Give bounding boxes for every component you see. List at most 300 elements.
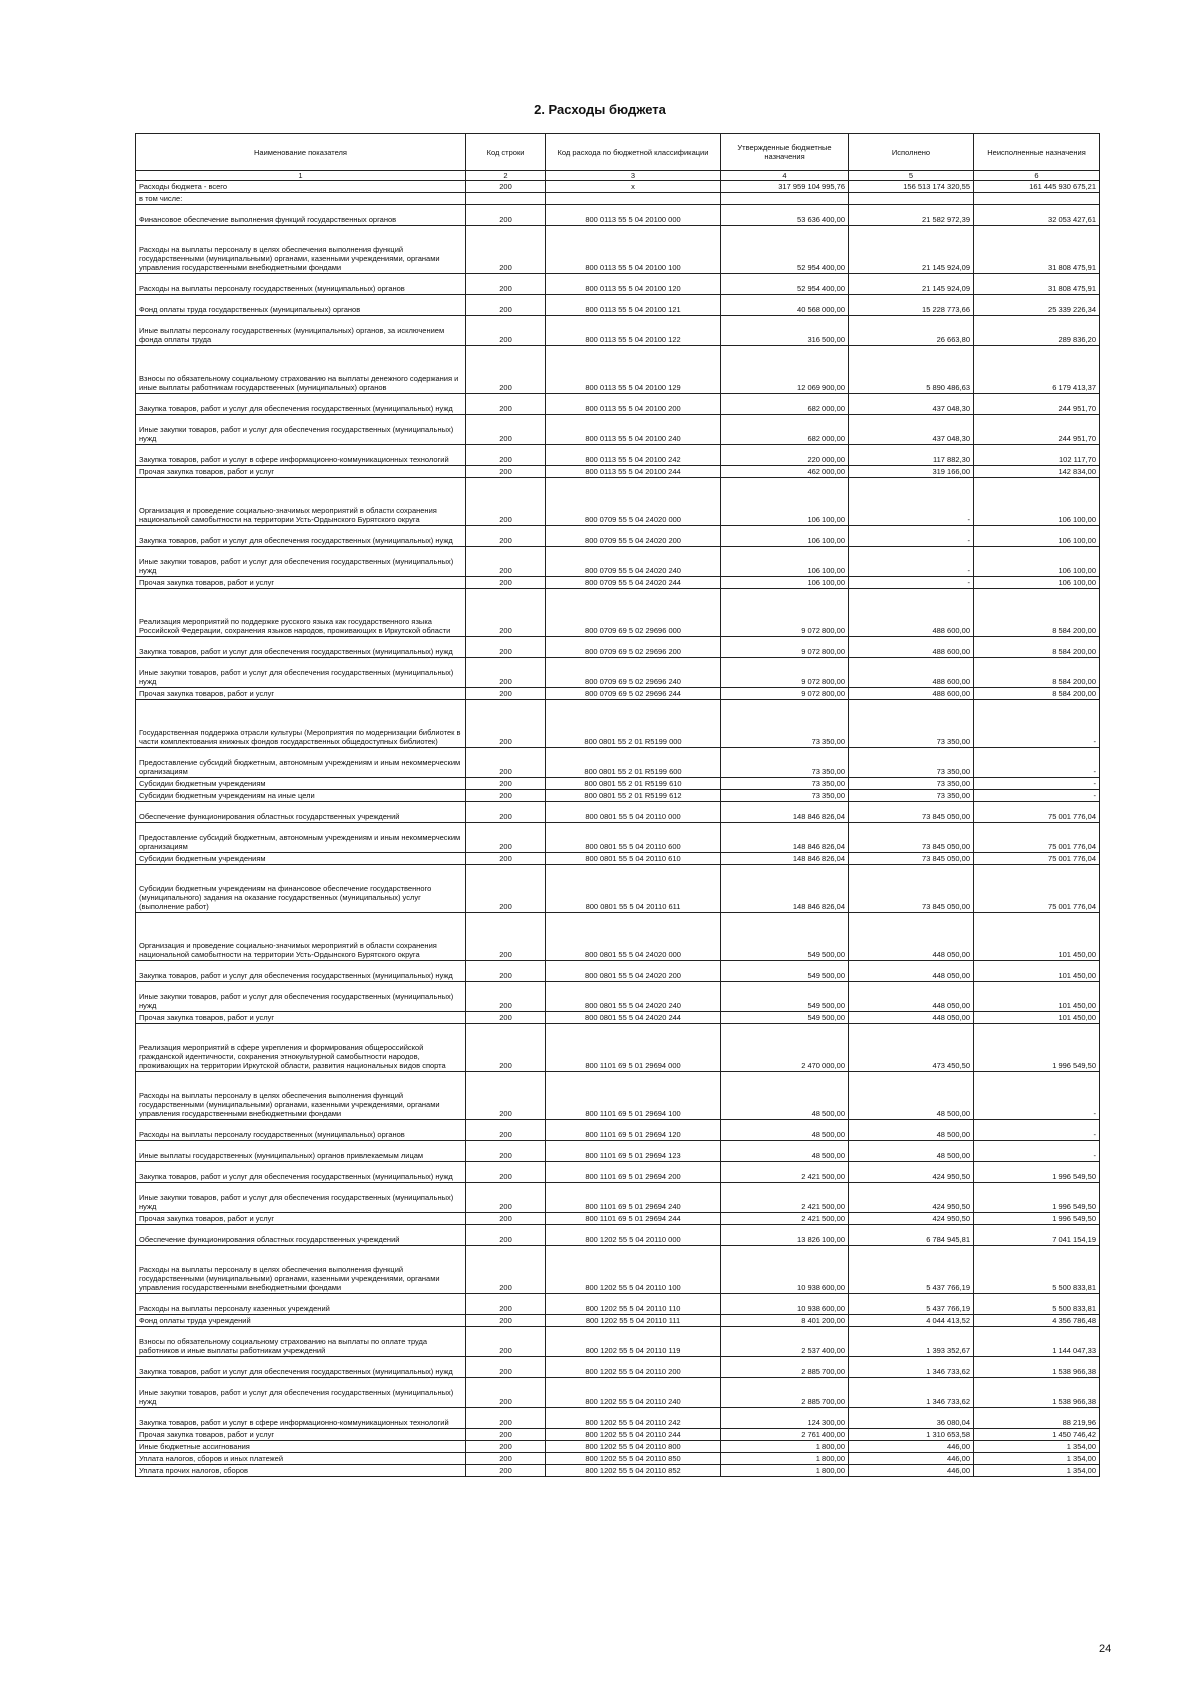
row-executed: 48 500,00 (849, 1120, 974, 1141)
table-row (136, 415, 1100, 445)
table-row (136, 1378, 1100, 1408)
row-name: Расходы на выплаты персоналу в целях обеспечения выполнения функций государственными (муниципальными) органами, казенными учреждениями, органами управления государственными внебюджетными фондами (136, 1072, 466, 1120)
row-approved: 106 100,00 (721, 577, 849, 589)
row-approved: 48 500,00 (721, 1120, 849, 1141)
row-line-code: 200 (466, 961, 546, 982)
row-classification: 800 1202 55 5 04 20110 244 (546, 1429, 721, 1441)
row-classification: 800 0709 55 5 04 24020 000 (546, 478, 721, 526)
row-classification: 800 0801 55 5 04 24020 200 (546, 961, 721, 982)
row-line-code: 200 (466, 1183, 546, 1213)
row-name: Иные закупки товаров, работ и услуг для обеспечения государственных (муниципальных) нужд (136, 415, 466, 445)
row-unexecuted: 7 041 154,19 (974, 1225, 1100, 1246)
row-approved: 2 537 400,00 (721, 1327, 849, 1357)
row-line-code: 200 (466, 1213, 546, 1225)
row-classification: 800 1202 55 5 04 20110 850 (546, 1453, 721, 1465)
row-classification: 800 1202 55 5 04 20110 119 (546, 1327, 721, 1357)
row-executed: - (849, 526, 974, 547)
row-unexecuted: - (974, 790, 1100, 802)
table-row (136, 589, 1100, 637)
row-classification: x (546, 181, 721, 193)
row-classification: 800 1101 69 5 01 29694 123 (546, 1141, 721, 1162)
row-line-code: 200 (466, 1024, 546, 1072)
row-name: Расходы на выплаты персоналу в целях обеспечения выполнения функций государственными (муниципальными) органами, казенными учреждениями, органами управления государственными внебюджетными фондами (136, 1246, 466, 1294)
row-name: Государственная поддержка отрасли культуры (Мероприятия по модернизации библиотек в части комплектования книжных фондов государственных общедоступных библиотек) (136, 700, 466, 748)
row-approved: 317 959 104 995,76 (721, 181, 849, 193)
row-unexecuted: 75 001 776,04 (974, 802, 1100, 823)
row-name: Уплата налогов, сборов и иных платежей (136, 1453, 466, 1465)
row-executed: 473 450,50 (849, 1024, 974, 1072)
table-row (136, 982, 1100, 1012)
row-executed: 21 145 924,09 (849, 226, 974, 274)
row-classification: 800 0113 55 5 04 20100 120 (546, 274, 721, 295)
row-classification: 800 0801 55 2 01 R5199 000 (546, 700, 721, 748)
row-executed: 446,00 (849, 1465, 974, 1477)
table-row (136, 865, 1100, 913)
table-row (136, 394, 1100, 415)
row-executed: 424 950,50 (849, 1213, 974, 1225)
row-approved: 682 000,00 (721, 394, 849, 415)
row-executed: 117 882,30 (849, 445, 974, 466)
row-approved: 549 500,00 (721, 961, 849, 982)
row-approved: 10 938 600,00 (721, 1246, 849, 1294)
row-classification: 800 0801 55 5 04 24020 000 (546, 913, 721, 961)
row-approved: 13 826 100,00 (721, 1225, 849, 1246)
row-approved: 52 954 400,00 (721, 274, 849, 295)
row-name: Субсидии бюджетным учреждениям (136, 778, 466, 790)
row-classification: 800 0113 55 5 04 20100 129 (546, 346, 721, 394)
row-approved: 53 636 400,00 (721, 205, 849, 226)
row-executed: 73 845 050,00 (849, 865, 974, 913)
row-classification: 800 0113 55 5 04 20100 121 (546, 295, 721, 316)
row-unexecuted: 101 450,00 (974, 1012, 1100, 1024)
row-unexecuted: 1 996 549,50 (974, 1024, 1100, 1072)
row-name: Закупка товаров, работ и услуг для обеспечения государственных (муниципальных) нужд (136, 961, 466, 982)
row-classification: 800 0113 55 5 04 20100 122 (546, 316, 721, 346)
row-line-code: 200 (466, 1378, 546, 1408)
row-unexecuted: 1 996 549,50 (974, 1213, 1100, 1225)
row-line-code: 200 (466, 658, 546, 688)
row-name: Прочая закупка товаров, работ и услуг (136, 1012, 466, 1024)
row-name: Прочая закупка товаров, работ и услуг (136, 577, 466, 589)
row-approved: 1 800,00 (721, 1453, 849, 1465)
row-classification: 800 1101 69 5 01 29694 120 (546, 1120, 721, 1141)
row-name: Иные закупки товаров, работ и услуг для обеспечения государственных (муниципальных) нужд (136, 1378, 466, 1408)
row-executed: - (849, 478, 974, 526)
table-row (136, 802, 1100, 823)
row-line-code: 200 (466, 205, 546, 226)
row-unexecuted: - (974, 778, 1100, 790)
table-row (136, 1327, 1100, 1357)
row-line-code: 200 (466, 1141, 546, 1162)
row-unexecuted: 101 450,00 (974, 961, 1100, 982)
row-name: Закупка товаров, работ и услуг для обеспечения государственных (муниципальных) нужд (136, 1162, 466, 1183)
table-row (136, 445, 1100, 466)
row-unexecuted: 244 951,70 (974, 394, 1100, 415)
row-line-code: 200 (466, 1315, 546, 1327)
row-approved: 8 401 200,00 (721, 1315, 849, 1327)
table-header-row (136, 134, 1100, 171)
row-unexecuted: 106 100,00 (974, 478, 1100, 526)
row-classification: 800 0801 55 5 04 20110 611 (546, 865, 721, 913)
row-unexecuted: 161 445 930 675,21 (974, 181, 1100, 193)
row-classification: 800 0801 55 5 04 24020 244 (546, 1012, 721, 1024)
row-name: Закупка товаров, работ и услуг для обеспечения государственных (муниципальных) нужд (136, 526, 466, 547)
row-classification: 800 0113 55 5 04 20100 240 (546, 415, 721, 445)
table-row (136, 226, 1100, 274)
row-executed: 448 050,00 (849, 961, 974, 982)
row-executed: 437 048,30 (849, 394, 974, 415)
row-classification: 800 0801 55 5 04 20110 610 (546, 853, 721, 865)
header-approved: Утвержденные бюджетные назначения (721, 134, 849, 171)
row-approved: 9 072 800,00 (721, 658, 849, 688)
row-line-code: 200 (466, 577, 546, 589)
row-approved: 40 568 000,00 (721, 295, 849, 316)
row-unexecuted: 88 219,96 (974, 1408, 1100, 1429)
row-name: Расходы бюджета - всего (136, 181, 466, 193)
row-unexecuted: 31 808 475,91 (974, 274, 1100, 295)
row-approved: 1 800,00 (721, 1441, 849, 1453)
table-body (136, 181, 1100, 1477)
row-unexecuted: 102 117,70 (974, 445, 1100, 466)
row-classification: 800 1101 69 5 01 29694 100 (546, 1072, 721, 1120)
table-row (136, 547, 1100, 577)
row-line-code: 200 (466, 316, 546, 346)
row-approved: 2 885 700,00 (721, 1357, 849, 1378)
table-row (136, 1213, 1100, 1225)
row-line-code: 200 (466, 1162, 546, 1183)
row-approved: 148 846 826,04 (721, 823, 849, 853)
row-line-code: 200 (466, 700, 546, 748)
row-name: Иные закупки товаров, работ и услуг для обеспечения государственных (муниципальных) нужд (136, 547, 466, 577)
row-line-code: 200 (466, 415, 546, 445)
table-row (136, 1441, 1100, 1453)
row-approved: 2 761 400,00 (721, 1429, 849, 1441)
row-unexecuted: 75 001 776,04 (974, 853, 1100, 865)
row-approved: 48 500,00 (721, 1141, 849, 1162)
row-name: Предоставление субсидий бюджетным, автономным учреждениям и иным некоммерческим организациям (136, 823, 466, 853)
row-unexecuted: 1 354,00 (974, 1453, 1100, 1465)
row-classification: 800 0113 55 5 04 20100 244 (546, 466, 721, 478)
table-row (136, 316, 1100, 346)
row-line-code: 200 (466, 913, 546, 961)
table-row (136, 688, 1100, 700)
row-executed: 5 437 766,19 (849, 1246, 974, 1294)
table-row (136, 637, 1100, 658)
row-unexecuted: 1 538 966,38 (974, 1357, 1100, 1378)
row-executed: 448 050,00 (849, 982, 974, 1012)
row-executed: 488 600,00 (849, 658, 974, 688)
row-approved: 220 000,00 (721, 445, 849, 466)
row-executed: 1 346 733,62 (849, 1357, 974, 1378)
row-approved: 148 846 826,04 (721, 853, 849, 865)
row-line-code: 200 (466, 346, 546, 394)
row-unexecuted: 8 584 200,00 (974, 637, 1100, 658)
table-row (136, 295, 1100, 316)
row-classification: 800 0113 55 5 04 20100 000 (546, 205, 721, 226)
row-unexecuted: 1 450 746,42 (974, 1429, 1100, 1441)
column-number-row (136, 171, 1100, 181)
row-approved: 9 072 800,00 (721, 637, 849, 658)
row-name: Иные закупки товаров, работ и услуг для обеспечения государственных (муниципальных) нужд (136, 658, 466, 688)
row-name: в том числе: (136, 193, 466, 205)
table-row (136, 205, 1100, 226)
row-name: Прочая закупка товаров, работ и услуг (136, 466, 466, 478)
row-unexecuted: 5 500 833,81 (974, 1246, 1100, 1294)
table-row (136, 1408, 1100, 1429)
row-executed: 5 437 766,19 (849, 1294, 974, 1315)
row-approved: 2 421 500,00 (721, 1183, 849, 1213)
table-row (136, 1012, 1100, 1024)
row-executed: 15 228 773,66 (849, 295, 974, 316)
row-unexecuted: 1 996 549,50 (974, 1183, 1100, 1213)
row-unexecuted: 5 500 833,81 (974, 1294, 1100, 1315)
row-classification: 800 0801 55 5 04 24020 240 (546, 982, 721, 1012)
row-name: Иные выплаты персоналу государственных (муниципальных) органов, за исключением фонда оплаты труда (136, 316, 466, 346)
table-row (136, 1162, 1100, 1183)
table-row (136, 1429, 1100, 1441)
row-line-code: 200 (466, 466, 546, 478)
table-row (136, 961, 1100, 982)
row-name: Прочая закупка товаров, работ и услуг (136, 1213, 466, 1225)
row-approved (721, 193, 849, 205)
row-line-code: 200 (466, 1012, 546, 1024)
column-number: 1 (136, 171, 466, 181)
row-line-code: 200 (466, 274, 546, 295)
row-name: Прочая закупка товаров, работ и услуг (136, 688, 466, 700)
row-name: Иные закупки товаров, работ и услуг для обеспечения государственных (муниципальных) нужд (136, 1183, 466, 1213)
row-classification: 800 1101 69 5 01 29694 240 (546, 1183, 721, 1213)
column-number: 5 (849, 171, 974, 181)
row-unexecuted: 6 179 413,37 (974, 346, 1100, 394)
table-row (136, 790, 1100, 802)
row-classification (546, 193, 721, 205)
row-executed: 156 513 174 320,55 (849, 181, 974, 193)
row-executed: 319 166,00 (849, 466, 974, 478)
row-approved: 2 885 700,00 (721, 1378, 849, 1408)
table-row (136, 526, 1100, 547)
row-executed: 5 890 486,63 (849, 346, 974, 394)
row-classification: 800 0709 55 5 04 24020 244 (546, 577, 721, 589)
column-number: 2 (466, 171, 546, 181)
row-line-code: 200 (466, 688, 546, 700)
table-row (136, 181, 1100, 193)
row-approved: 549 500,00 (721, 1012, 849, 1024)
row-name: Иные закупки товаров, работ и услуг для обеспечения государственных (муниципальных) нужд (136, 982, 466, 1012)
row-executed: 48 500,00 (849, 1141, 974, 1162)
row-unexecuted (974, 193, 1100, 205)
row-approved: 124 300,00 (721, 1408, 849, 1429)
row-executed: 446,00 (849, 1453, 974, 1465)
column-number: 4 (721, 171, 849, 181)
row-name: Прочая закупка товаров, работ и услуг (136, 1429, 466, 1441)
row-line-code: 200 (466, 1441, 546, 1453)
row-classification: 800 0113 55 5 04 20100 242 (546, 445, 721, 466)
row-approved: 10 938 600,00 (721, 1294, 849, 1315)
row-classification: 800 1202 55 5 04 20110 111 (546, 1315, 721, 1327)
row-executed: 424 950,50 (849, 1162, 974, 1183)
row-unexecuted: 32 053 427,61 (974, 205, 1100, 226)
row-name: Организация и проведение социально-значимых мероприятий в области сохранения национальной самобытности на территории Усть-Ордынского Бурятского округа (136, 913, 466, 961)
row-line-code: 200 (466, 478, 546, 526)
row-executed: - (849, 547, 974, 577)
row-line-code: 200 (466, 1246, 546, 1294)
row-approved: 682 000,00 (721, 415, 849, 445)
row-executed: 424 950,50 (849, 1183, 974, 1213)
row-name: Уплата прочих налогов, сборов (136, 1465, 466, 1477)
row-line-code: 200 (466, 181, 546, 193)
row-line-code: 200 (466, 865, 546, 913)
row-name: Финансовое обеспечение выполнения функций государственных органов (136, 205, 466, 226)
row-executed: 73 350,00 (849, 700, 974, 748)
row-executed: 6 784 945,81 (849, 1225, 974, 1246)
row-unexecuted: 289 836,20 (974, 316, 1100, 346)
row-unexecuted: 244 951,70 (974, 415, 1100, 445)
table-row (136, 1465, 1100, 1477)
row-name: Закупка товаров, работ и услуг для обеспечения государственных (муниципальных) нужд (136, 394, 466, 415)
row-approved: 316 500,00 (721, 316, 849, 346)
table-row (136, 658, 1100, 688)
row-approved: 73 350,00 (721, 700, 849, 748)
row-approved: 106 100,00 (721, 526, 849, 547)
row-classification: 800 0801 55 5 04 20110 600 (546, 823, 721, 853)
row-approved: 462 000,00 (721, 466, 849, 478)
row-executed: 488 600,00 (849, 688, 974, 700)
row-unexecuted: 31 808 475,91 (974, 226, 1100, 274)
row-approved: 148 846 826,04 (721, 865, 849, 913)
row-executed (849, 193, 974, 205)
row-approved: 2 421 500,00 (721, 1162, 849, 1183)
row-unexecuted: - (974, 1141, 1100, 1162)
table-row (136, 1141, 1100, 1162)
row-unexecuted: - (974, 700, 1100, 748)
row-name: Субсидии бюджетным учреждениям на иные цели (136, 790, 466, 802)
table-row (136, 1246, 1100, 1294)
row-executed: - (849, 577, 974, 589)
row-line-code: 200 (466, 394, 546, 415)
row-unexecuted: 1 354,00 (974, 1465, 1100, 1477)
row-classification: 800 1101 69 5 01 29694 200 (546, 1162, 721, 1183)
row-name: Взносы по обязательному социальному страхованию на выплаты по оплате труда работников и иные выплаты работникам учреждений (136, 1327, 466, 1357)
row-name: Взносы по обязательному социальному страхованию на выплаты денежного содержания и иные выплаты работникам государственных (муниципальных) органов (136, 346, 466, 394)
row-name: Фонд оплаты труда государственных (муниципальных) органов (136, 295, 466, 316)
table-row (136, 478, 1100, 526)
row-classification: 800 0709 55 5 04 24020 240 (546, 547, 721, 577)
section-title: 2. Расходы бюджета (534, 102, 666, 117)
row-classification: 800 1202 55 5 04 20110 000 (546, 1225, 721, 1246)
row-approved: 549 500,00 (721, 913, 849, 961)
table-row (136, 1294, 1100, 1315)
row-line-code: 200 (466, 526, 546, 547)
row-line-code: 200 (466, 1465, 546, 1477)
row-unexecuted: 101 450,00 (974, 913, 1100, 961)
row-line-code: 200 (466, 295, 546, 316)
row-classification: 800 0113 55 5 04 20100 100 (546, 226, 721, 274)
row-name: Иные выплаты государственных (муниципальных) органов привлекаемым лицам (136, 1141, 466, 1162)
row-name: Расходы на выплаты персоналу государственных (муниципальных) органов (136, 274, 466, 295)
row-approved: 2 470 000,00 (721, 1024, 849, 1072)
table-row (136, 577, 1100, 589)
row-executed: 73 845 050,00 (849, 802, 974, 823)
row-line-code: 200 (466, 1357, 546, 1378)
row-classification: 800 1202 55 5 04 20110 852 (546, 1465, 721, 1477)
row-unexecuted: 25 339 226,34 (974, 295, 1100, 316)
table-row (136, 778, 1100, 790)
row-unexecuted: 8 584 200,00 (974, 658, 1100, 688)
row-classification: 800 0709 69 5 02 29696 200 (546, 637, 721, 658)
row-line-code: 200 (466, 1120, 546, 1141)
table-row (136, 913, 1100, 961)
row-line-code (466, 193, 546, 205)
row-line-code: 200 (466, 823, 546, 853)
row-name: Предоставление субсидий бюджетным, автономным учреждениям и иным некоммерческим организациям (136, 748, 466, 778)
row-approved: 73 350,00 (721, 790, 849, 802)
row-approved: 73 350,00 (721, 748, 849, 778)
row-classification: 800 0709 69 5 02 29696 000 (546, 589, 721, 637)
row-unexecuted: 1 144 047,33 (974, 1327, 1100, 1357)
table-row (136, 823, 1100, 853)
row-line-code: 200 (466, 1072, 546, 1120)
row-unexecuted: 106 100,00 (974, 577, 1100, 589)
row-classification: 800 0709 69 5 02 29696 240 (546, 658, 721, 688)
row-name: Фонд оплаты труда учреждений (136, 1315, 466, 1327)
row-line-code: 200 (466, 1429, 546, 1441)
row-unexecuted: 142 834,00 (974, 466, 1100, 478)
row-classification: 800 1202 55 5 04 20110 200 (546, 1357, 721, 1378)
row-name: Реализация мероприятий в сфере укрепления и формирования общероссийской гражданской идентичности, сохранения этнокультурной самобытности народов, проживающих на территории Иркутской области, развития национальных видов спорта (136, 1024, 466, 1072)
table-row (136, 700, 1100, 748)
row-line-code: 200 (466, 1294, 546, 1315)
row-executed: 48 500,00 (849, 1072, 974, 1120)
row-unexecuted: 106 100,00 (974, 547, 1100, 577)
table-row (136, 1024, 1100, 1072)
table-row (136, 193, 1100, 205)
column-number: 3 (546, 171, 721, 181)
row-unexecuted: - (974, 1120, 1100, 1141)
row-classification: 800 1202 55 5 04 20110 100 (546, 1246, 721, 1294)
row-name: Расходы на выплаты персоналу казенных учреждений (136, 1294, 466, 1315)
row-line-code: 200 (466, 802, 546, 823)
table-row (136, 466, 1100, 478)
header-name: Наименование показателя (136, 134, 466, 171)
row-classification: 800 0801 55 5 04 20110 000 (546, 802, 721, 823)
row-classification: 800 0801 55 2 01 R5199 610 (546, 778, 721, 790)
row-line-code: 200 (466, 1225, 546, 1246)
row-line-code: 200 (466, 1327, 546, 1357)
row-name: Обеспечение функционирования областных государственных учреждений (136, 802, 466, 823)
row-approved: 9 072 800,00 (721, 688, 849, 700)
row-executed: 73 350,00 (849, 778, 974, 790)
row-unexecuted: - (974, 1072, 1100, 1120)
row-approved: 106 100,00 (721, 478, 849, 526)
row-unexecuted: - (974, 748, 1100, 778)
row-unexecuted: 8 584 200,00 (974, 589, 1100, 637)
row-executed: 73 350,00 (849, 748, 974, 778)
row-approved: 73 350,00 (721, 778, 849, 790)
header-line-code: Код строки (466, 134, 546, 171)
row-executed: 4 044 413,52 (849, 1315, 974, 1327)
row-executed: 73 845 050,00 (849, 853, 974, 865)
row-unexecuted: 75 001 776,04 (974, 865, 1100, 913)
row-classification: 800 0113 55 5 04 20100 200 (546, 394, 721, 415)
row-executed: 21 145 924,09 (849, 274, 974, 295)
row-executed: 1 393 352,67 (849, 1327, 974, 1357)
row-executed: 1 310 653,58 (849, 1429, 974, 1441)
row-line-code: 200 (466, 637, 546, 658)
column-number: 6 (974, 171, 1100, 181)
row-approved: 148 846 826,04 (721, 802, 849, 823)
row-approved: 549 500,00 (721, 982, 849, 1012)
row-line-code: 200 (466, 1453, 546, 1465)
